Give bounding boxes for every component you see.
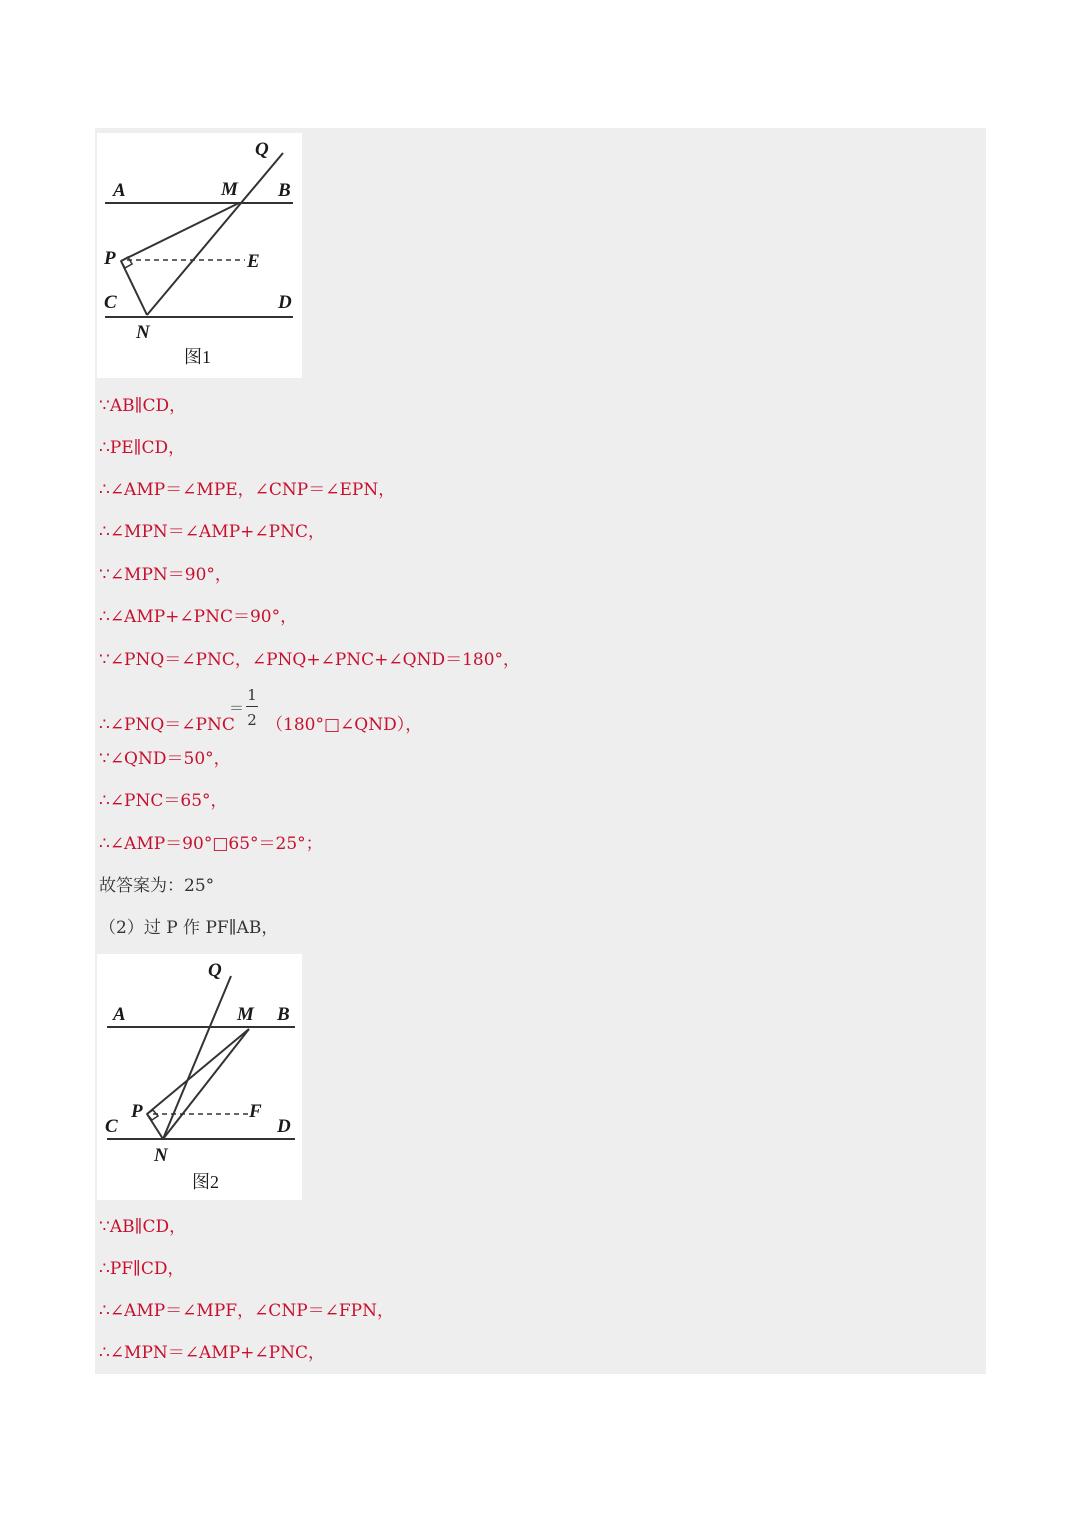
fraction-equals: ＝: [229, 699, 245, 717]
solution-line-2: ∴PE∥CD，: [99, 438, 186, 458]
part-2-heading: （2）过 P 作 PF∥AB，: [99, 918, 279, 938]
solution-line-8: ∵∠QND＝50°，: [99, 749, 231, 769]
figure-2-caption: 图2: [192, 1172, 219, 1192]
answer-line: 故答案为：25°: [99, 876, 215, 896]
label-d: D: [277, 1116, 291, 1137]
fraction-line-prefix: ∴∠PNQ＝∠PNC: [99, 715, 235, 735]
solution-line-1: ∵AB∥CD，: [99, 396, 187, 416]
solution-line-10: ∴∠AMP＝90°□65°＝25°；: [99, 834, 323, 854]
solution-line-13: ∴∠AMP＝∠MPF，∠CNP＝∠FPN，: [99, 1301, 394, 1321]
label-f: F: [249, 1101, 262, 1122]
solution-line-3: ∴∠AMP＝∠MPE，∠CNP＝∠EPN，: [99, 480, 396, 500]
label-p: P: [104, 248, 116, 269]
solution-line-12: ∴PF∥CD，: [99, 1259, 185, 1279]
figure-1: [97, 133, 302, 378]
label-b: B: [278, 180, 291, 201]
label-p: P: [131, 1101, 143, 1122]
label-q: Q: [208, 960, 222, 981]
fraction-denominator: 2: [247, 711, 257, 729]
label-n: N: [136, 322, 150, 343]
fraction-bar: [246, 706, 258, 707]
solution-line-11: ∵AB∥CD，: [99, 1217, 187, 1237]
solution-line-5: ∵∠MPN＝90°，: [99, 565, 232, 585]
solution-line-6: ∴∠AMP+∠PNC＝90°，: [99, 607, 298, 627]
label-b: B: [277, 1004, 290, 1025]
label-d: D: [278, 292, 292, 313]
figure-2: [97, 954, 302, 1200]
solution-line-9: ∴∠PNC＝65°，: [99, 791, 228, 811]
solution-line-4: ∴∠MPN＝∠AMP+∠PNC，: [99, 522, 325, 542]
label-e: E: [247, 251, 260, 272]
label-m: M: [221, 179, 238, 200]
label-a: A: [113, 180, 126, 201]
figure-1-caption: 图1: [184, 347, 211, 367]
label-c: C: [104, 292, 117, 313]
solution-line-7: ∵∠PNQ＝∠PNC，∠PNQ+∠PNC+∠QND＝180°，: [99, 650, 521, 670]
label-a: A: [113, 1004, 126, 1025]
solution-line-14: ∴∠MPN＝∠AMP+∠PNC，: [99, 1343, 325, 1363]
label-n: N: [154, 1145, 168, 1166]
fraction-numerator: 1: [247, 686, 257, 704]
label-q: Q: [255, 139, 269, 160]
fraction-line-suffix: （180°□∠QND），: [266, 715, 423, 735]
label-m: M: [237, 1004, 254, 1025]
label-c: C: [105, 1116, 118, 1137]
